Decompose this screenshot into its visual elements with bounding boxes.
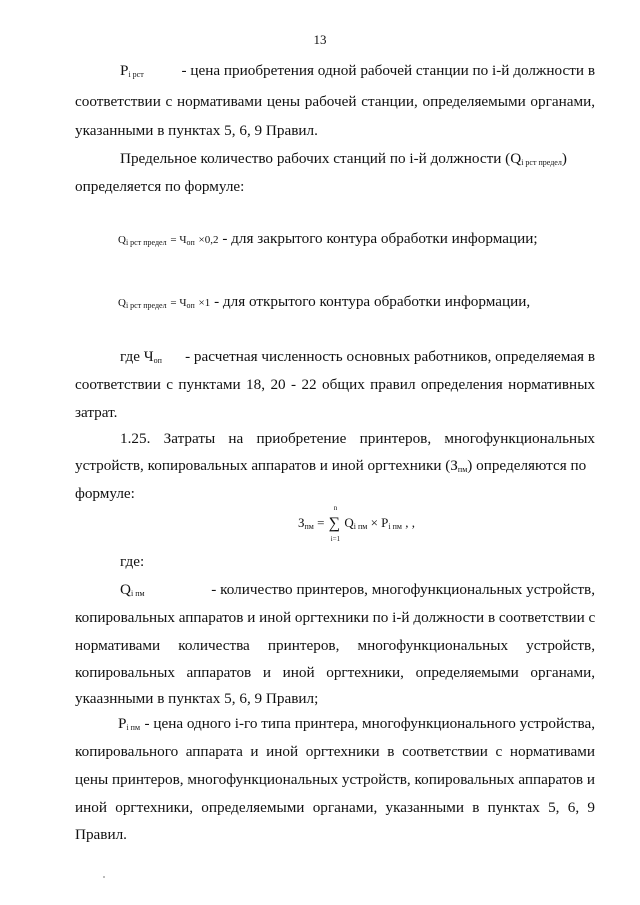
- p1-line2: соответствии с нормативами цены рабочей станции, определяемыми органами,: [75, 93, 595, 110]
- p2-line1: Предельное количество рабочих станций по i-й должности $(Q_{i рст предел})$: [120, 150, 567, 167]
- p1-line1: [120, 62, 595, 80]
- p1-symbol: $P_{i рст}$: [120, 62, 144, 79]
- p3-line2: соответствии с пунктами 18, 20 - 22 общих правил определения нормативных: [75, 376, 595, 393]
- p4-line1: 1.25. Затраты на приобретение принтеров, многофункциональных: [120, 430, 595, 447]
- p6-line3: цены принтеров, многофункциональных устройств, копировальных аппаратов и: [75, 771, 595, 788]
- formula-closed-contour: $Q_{i рст предел} = Ч_{оп} \times 0,2$ - для закрытого контура обработки информации;: [118, 230, 538, 247]
- p6-line5: Правил.: [75, 826, 127, 843]
- p5-line3: нормативами количества принтеров, многофункциональных устройств,: [75, 637, 595, 654]
- p5-line1: $Q_{i пм}$ - количество принтеров, многофункциональных устройств,: [120, 581, 595, 598]
- p6-line1: $P_{i пм}$ - цена одного i-го типа принтера, многофункционального устройства,: [118, 715, 595, 732]
- p5-line5: укаазнными в пунктах 5, 6, 9 Правил;: [75, 690, 319, 707]
- p1-line3: указанными в пунктах 5, 6, 9 Правил.: [75, 122, 318, 139]
- p1-text: - цена приобретения одной рабочей станции по i-й должности в: [181, 62, 595, 79]
- formula-printers: $З_{пм}$ = ∑ n i=1 $Q_{i пм} \times P_{i пм}$ , ,: [298, 504, 415, 544]
- p4-line2: устройств, копировальных аппаратов и иной оргтехники $(З_{пм})$ определяются по: [75, 457, 587, 474]
- p5-line4: копировальных аппаратов и иной оргтехники, определяемыми органами,: [75, 664, 595, 681]
- p4-line3: формуле:: [75, 485, 135, 502]
- p6-line4: иной оргтехники, определяемыми органами, указанными в пунктах 5, 6, 9: [75, 799, 595, 816]
- p3-line3: затрат.: [75, 404, 118, 421]
- p6-line2: копировального аппарата и иной оргтехники в соответствии с нормативами: [75, 743, 595, 760]
- page-number: 13: [313, 32, 327, 47]
- formula-open-contour: $Q_{i рст предел} = Ч_{оп} \times 1$ - для открытого контура обработки информации,: [118, 293, 531, 310]
- where-label: где:: [120, 553, 145, 570]
- p5-line2: копировальных аппаратов и иной оргтехники по i-й должности в соответствии с: [75, 609, 596, 626]
- p2-line2: определяется по формуле:: [75, 178, 245, 195]
- sum-symbol: ∑ n i=1: [328, 504, 341, 544]
- scan-speck: [103, 876, 105, 878]
- p3-line1: где $Ч_{оп}$ - расчетная численность основных работников, определяемая в: [120, 348, 595, 365]
